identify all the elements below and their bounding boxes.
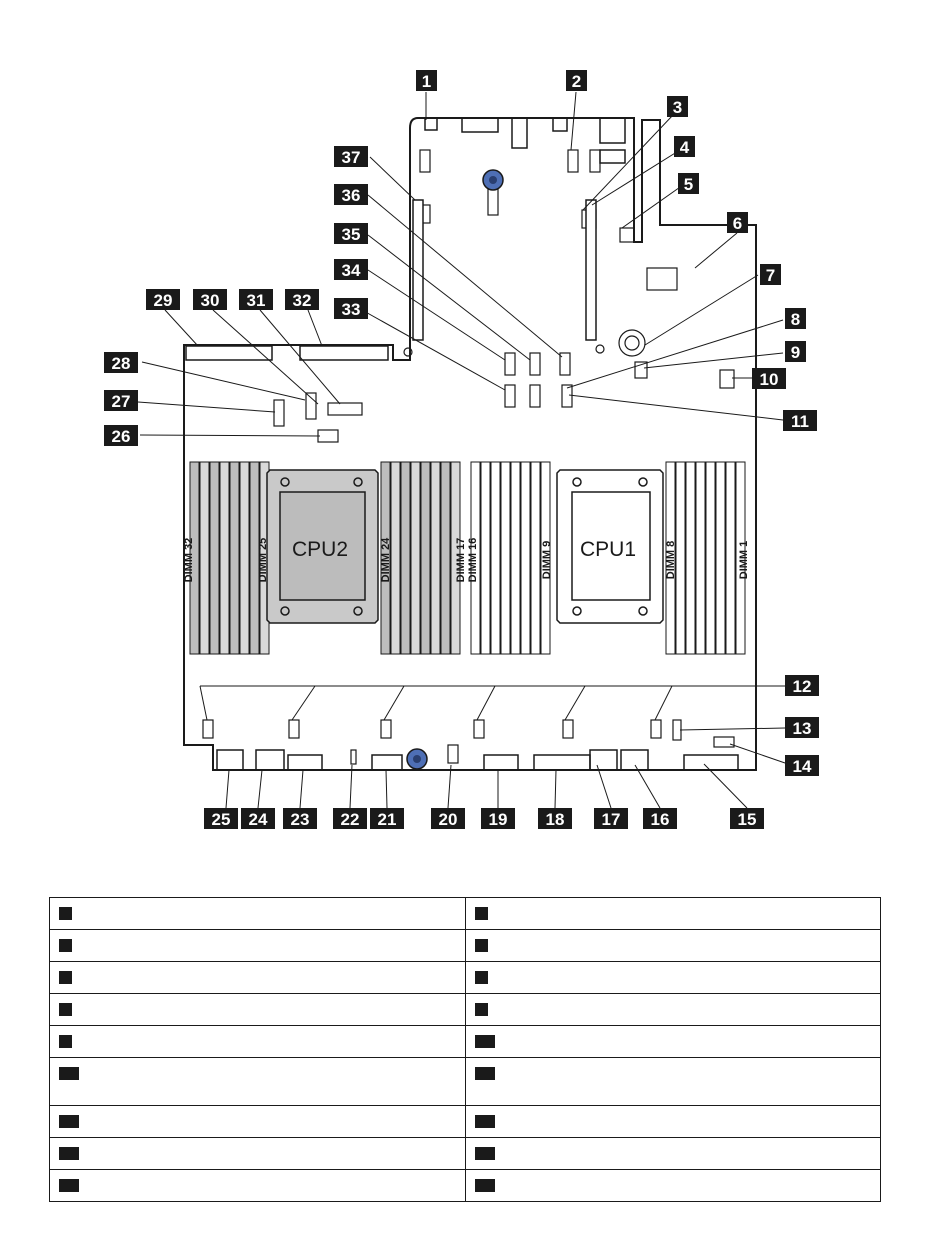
callout-marker	[475, 1035, 495, 1048]
callout-marker	[59, 907, 72, 920]
callout-32	[285, 289, 319, 310]
callout-8	[785, 308, 806, 329]
callout-13	[785, 717, 819, 738]
callout-21	[370, 808, 404, 829]
svg-text:20: 20	[438, 810, 458, 829]
callout-34	[334, 259, 368, 280]
callout-7	[760, 264, 781, 285]
svg-text:14: 14	[792, 757, 812, 776]
top-left-connectors	[186, 346, 388, 360]
svg-text:18: 18	[545, 810, 565, 829]
board-outline	[184, 118, 756, 770]
callout-5	[678, 173, 699, 194]
svg-text:6: 6	[732, 214, 743, 233]
svg-text:23: 23	[290, 810, 310, 829]
svg-text:33: 33	[341, 300, 361, 319]
callout-14	[785, 755, 819, 776]
callout-marker	[475, 1115, 495, 1128]
callout-marker	[59, 971, 72, 984]
svg-text:37: 37	[341, 148, 361, 167]
callout-9	[785, 341, 806, 362]
leader-lines	[138, 92, 785, 808]
callout-marker	[59, 1147, 79, 1160]
svg-text:27: 27	[111, 392, 131, 411]
dimm-label: DIMM 32	[183, 537, 195, 583]
legend-row	[50, 1026, 881, 1058]
legend-row	[50, 1058, 881, 1106]
callout-marker	[475, 1067, 495, 1080]
callout-27	[104, 390, 138, 411]
svg-text:24: 24	[248, 810, 268, 829]
legend-cell	[50, 1058, 466, 1106]
callout-marker	[475, 907, 488, 920]
legend-cell	[50, 1026, 466, 1058]
svg-text:13: 13	[792, 719, 812, 738]
svg-text:3: 3	[672, 98, 683, 117]
legend-cell	[465, 1170, 881, 1202]
svg-text:4: 4	[679, 138, 690, 157]
callout-18	[538, 808, 572, 829]
svg-text:31: 31	[246, 291, 266, 310]
legend-cell	[465, 1106, 881, 1138]
svg-text:1: 1	[421, 72, 432, 91]
callout-24	[241, 808, 275, 829]
callout-marker	[59, 1067, 79, 1080]
legend-cell	[50, 994, 466, 1026]
cpu-label: CPU1	[579, 538, 637, 561]
legend-cell	[465, 1026, 881, 1058]
svg-text:32: 32	[292, 291, 312, 310]
callout-4	[674, 136, 695, 157]
legend-cell	[465, 898, 881, 930]
callout-legend-table	[49, 897, 881, 1202]
cpu-label: CPU2	[291, 538, 349, 561]
callout-marker	[475, 939, 488, 952]
legend-cell	[50, 1170, 466, 1202]
dimm-label: DIMM 9	[541, 540, 553, 580]
callout-6	[727, 212, 748, 233]
dimm-label: DIMM 16	[467, 537, 479, 583]
legend-row	[50, 994, 881, 1026]
legend-row	[50, 962, 881, 994]
svg-text:17: 17	[601, 810, 621, 829]
callout-10	[752, 368, 786, 389]
svg-text:9: 9	[790, 343, 801, 362]
legend-cell	[50, 1138, 466, 1170]
callout-3	[667, 96, 688, 117]
callout-25	[204, 808, 238, 829]
dimm-label: DIMM 25	[257, 537, 269, 583]
callout-1	[416, 70, 437, 91]
legend-cell	[465, 962, 881, 994]
callout-marker	[59, 1179, 79, 1192]
callout-29	[146, 289, 180, 310]
legend-row	[50, 1170, 881, 1202]
callout-28	[104, 352, 138, 373]
callout-19	[481, 808, 515, 829]
legend-row	[50, 930, 881, 962]
dimm-label: DIMM 1	[738, 540, 750, 580]
svg-text:15: 15	[737, 810, 757, 829]
legend-cell	[465, 930, 881, 962]
fan-connectors	[203, 720, 734, 764]
callout-20	[431, 808, 465, 829]
legend-cell	[50, 962, 466, 994]
dimm-label: DIMM 8	[665, 540, 677, 580]
svg-text:21: 21	[377, 810, 397, 829]
callout-36	[334, 184, 368, 205]
bottom-connectors	[217, 750, 738, 770]
legend-row	[50, 898, 881, 930]
rear-io-connectors	[425, 118, 625, 163]
legend-cell	[465, 1138, 881, 1170]
svg-text:10: 10	[759, 370, 779, 389]
callout-marker	[475, 1179, 495, 1192]
callout-marker	[475, 1003, 488, 1016]
callout-marker	[59, 939, 72, 952]
callout-26	[104, 425, 138, 446]
callout-marker	[475, 971, 488, 984]
dimm-bank-cpu1-left	[471, 462, 550, 654]
svg-text:25: 25	[211, 810, 231, 829]
svg-text:2: 2	[571, 72, 582, 91]
dimm-bank-cpu1-right	[666, 462, 745, 654]
svg-text:35: 35	[341, 225, 361, 244]
dimm-bank-cpu2-right	[381, 462, 460, 654]
callout-22	[333, 808, 367, 829]
legend-row	[50, 1106, 881, 1138]
callout-17	[594, 808, 628, 829]
callout-15	[730, 808, 764, 829]
legend-cell	[50, 1106, 466, 1138]
legend-cell	[50, 930, 466, 962]
svg-text:26: 26	[111, 427, 131, 446]
svg-text:29: 29	[153, 291, 173, 310]
callout-marker	[475, 1147, 495, 1160]
svg-text:12: 12	[792, 677, 812, 696]
legend-row	[50, 1138, 881, 1170]
svg-text:22: 22	[340, 810, 360, 829]
callout-33	[334, 298, 368, 319]
dimm-label: DIMM 24	[380, 537, 392, 583]
svg-text:36: 36	[341, 186, 361, 205]
svg-text:30: 30	[200, 291, 220, 310]
svg-text:28: 28	[111, 354, 131, 373]
callout-35	[334, 223, 368, 244]
callout-2	[566, 70, 587, 91]
legend-cell	[465, 1058, 881, 1106]
svg-text:34: 34	[341, 261, 361, 280]
callout-31	[239, 289, 273, 310]
callout-37	[334, 146, 368, 167]
svg-text:8: 8	[790, 310, 801, 329]
dimm-label: DIMM 17	[455, 537, 467, 583]
svg-text:19: 19	[488, 810, 508, 829]
callout-marker	[59, 1035, 72, 1048]
callout-marker	[59, 1115, 79, 1128]
callout-30	[193, 289, 227, 310]
callout-marker	[59, 1003, 72, 1016]
riser-slots	[413, 200, 596, 340]
legend-body	[50, 898, 881, 1202]
callout-23	[283, 808, 317, 829]
svg-text:7: 7	[765, 266, 776, 285]
callout-16	[643, 808, 677, 829]
svg-text:16: 16	[650, 810, 670, 829]
callout-12	[785, 675, 819, 696]
legend-cell	[50, 898, 466, 930]
legend-cell	[465, 994, 881, 1026]
svg-text:5: 5	[683, 175, 694, 194]
svg-text:11: 11	[791, 412, 809, 431]
callout-11	[783, 410, 817, 431]
